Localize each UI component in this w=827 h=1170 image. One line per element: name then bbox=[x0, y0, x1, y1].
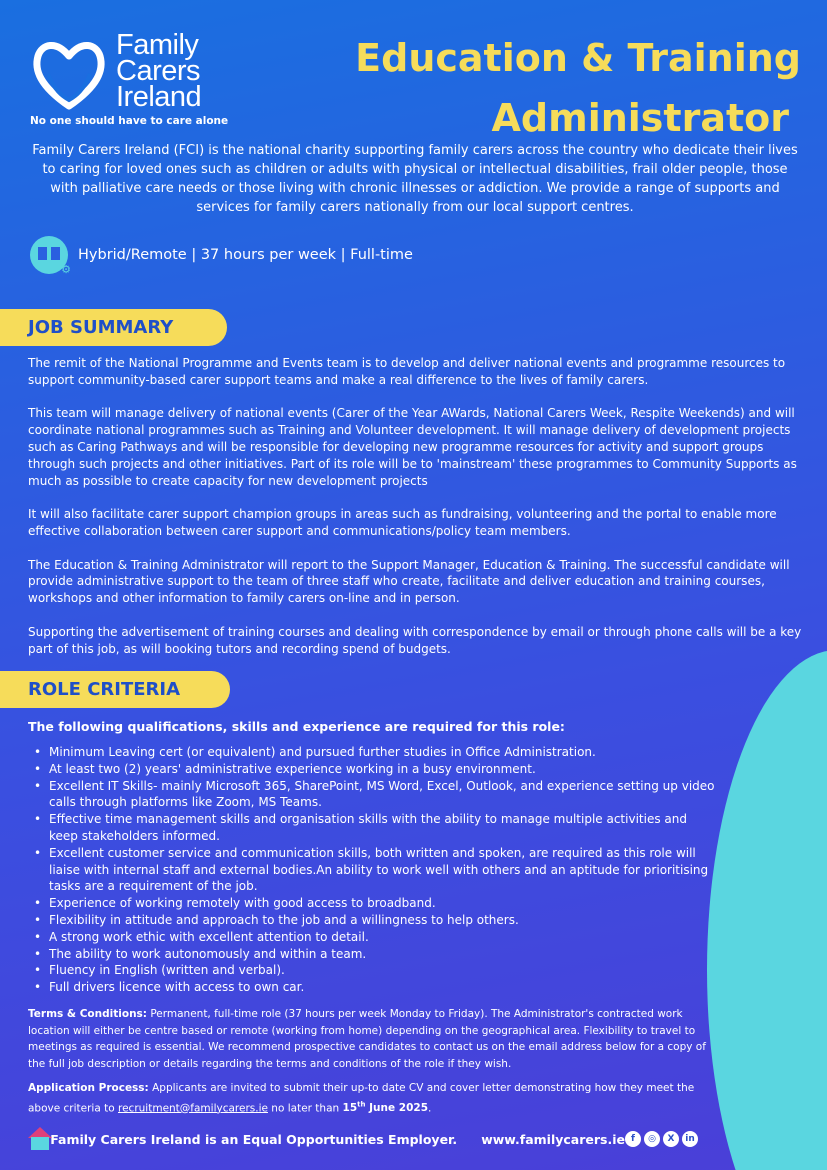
application-text-middle: no later than bbox=[267, 1102, 343, 1114]
intro-paragraph: Family Carers Ireland (FCI) is the national charity supporting family carers across the country who dedicate their lives to caring for loved ones such as children or adults with physical or intellectual disabilities, frail older people, those with palliative care needs or those living with chronic illnesses or addiction. We provide a range of supports and services for family carers nationally from our local support centres. bbox=[32, 143, 798, 215]
facebook-icon[interactable]: f bbox=[625, 1131, 641, 1147]
linkedin-icon[interactable]: in bbox=[682, 1131, 698, 1147]
list-item: • Fluency in English (written and verbal). bbox=[28, 962, 718, 979]
application-end: . bbox=[428, 1102, 432, 1114]
summary-paragraph: The remit of the National Programme and Events team is to develop and deliver national events and programme resources to support community-based carer support teams and make a real difference to the lives of family carers. bbox=[28, 356, 786, 387]
list-item: • At least two (2) years' administrative experience working in a busy environment. bbox=[28, 761, 718, 778]
role-criteria-heading: ROLE CRITERIA bbox=[0, 671, 230, 708]
list-item: • Flexibility in attitude and approach to the job and a willingness to help others. bbox=[28, 912, 718, 929]
application-process bbox=[28, 1080, 728, 1117]
list-item: • The ability to work autonomously and within a team. bbox=[28, 946, 718, 963]
logo bbox=[28, 29, 229, 130]
terms-label: Terms & Conditions: bbox=[28, 1008, 147, 1020]
summary-paragraph: The Education & Training Administrator will report to the Support Manager, Education & Training. The successful candidate will provide administrative support to the team of three staff who create, facilitate and deliver education and training courses, workshops and other information to family carers on-line and in person. bbox=[28, 557, 790, 606]
logo-line-3: Ireland bbox=[116, 81, 202, 113]
title-line-2: Administrator bbox=[491, 96, 789, 140]
logo-tagline: No one should have to care alone bbox=[30, 115, 229, 127]
application-text: Applicants are invited to submit their up-to date CV and cover letter demonstrating how they meet the above criteria to bbox=[28, 1082, 695, 1114]
terms-text: Permanent, full-time role (37 hours per week Monday to Friday). The Administrator's contracted work location will either be centre based or remote (working from home) depending on the geographical area. Flexibility to travel to meetings as required is essential. We recommend prospective candidates to contact us on the email address below for a copy of the full job description or details regarding the terms and conditions of the role if they wish. bbox=[28, 1008, 706, 1070]
equal-opportunities-statement: Family Carers Ireland is an Equal Opportunities Employer. bbox=[50, 1131, 458, 1147]
title-line-1: Education & Training bbox=[355, 36, 801, 80]
list-item: • Excellent IT Skills- mainly Microsoft 365, SharePoint, MS Word, Excel, Outlook, and experience setting up video calls through platforms like Zoom, MS Teams. bbox=[28, 778, 718, 812]
job-summary-body bbox=[28, 355, 806, 674]
work-type bbox=[30, 236, 413, 274]
logo-line-2: Carers bbox=[116, 55, 201, 87]
list-item: • A strong work ethic with excellent attention to detail. bbox=[28, 929, 718, 946]
recruitment-email-link[interactable]: recruitment@familycarers.ie bbox=[118, 1102, 268, 1114]
x-twitter-icon[interactable]: X bbox=[663, 1131, 679, 1147]
deadline-rest: June 2025 bbox=[365, 1102, 428, 1114]
hybrid-work-icon: ⚙ bbox=[30, 236, 68, 274]
summary-paragraph: Supporting the advertisement of training courses and dealing with correspondence by email or through phone calls will be a key part of this job, as will booking tutors and recording spend of budgets. bbox=[28, 624, 802, 656]
heart-hands-icon bbox=[30, 34, 108, 114]
job-summary-heading: JOB SUMMARY bbox=[0, 309, 227, 346]
work-type-text: Hybrid/Remote | 37 hours per week | Full-time bbox=[78, 247, 413, 263]
footer bbox=[28, 1123, 698, 1155]
list-item: • Effective time management skills and organisation skills with the ability to manage multiple activities and keep stakeholders informed. bbox=[28, 811, 718, 845]
logo-line-1: Family bbox=[116, 29, 199, 61]
instagram-icon[interactable]: ◎ bbox=[644, 1131, 660, 1147]
role-criteria-intro: The following qualifications, skills and experience are required for this role: bbox=[28, 719, 565, 734]
house-icon bbox=[28, 1127, 41, 1151]
list-item: • Full drivers licence with access to own car. bbox=[28, 979, 718, 996]
deadline-date bbox=[343, 1102, 428, 1114]
deadline-suffix: th bbox=[357, 1100, 366, 1109]
page-title bbox=[355, 28, 801, 148]
summary-paragraph: This team will manage delivery of national events (Carer of the Year AWards, National Carers Week, Respite Weekends) and will coordinate national programmes such as Training and Volunteer development. It will manage delivery of development projects such as Caring Pathways and will be responsible for developing new programme resources for activity and support groups through such projects and other initiatives. Part of its role will be to 'mainstream' these programmes to Community Supports as much as possible to create capacity for new development projects bbox=[28, 406, 797, 488]
application-label: Application Process: bbox=[28, 1082, 149, 1094]
terms-and-conditions bbox=[28, 1006, 718, 1072]
logo-wordmark bbox=[116, 29, 202, 113]
list-item: • Excellent customer service and communication skills, both written and spoken, are required as this role will liaise with internal staff and external bodies.An ability to work well with others and an aptitude for prioritising tasks are a requirement of the job. bbox=[28, 845, 718, 895]
role-criteria-list bbox=[28, 744, 718, 996]
list-item: • Experience of working remotely with good access to broadband. bbox=[28, 895, 718, 912]
summary-paragraph: It will also facilitate carer support champion groups in areas such as fundraising, volunteering and the portal to enable more effective collaboration between carer support and communications/policy team members. bbox=[28, 507, 777, 538]
list-item: • Minimum Leaving cert (or equivalent) and pursued further studies in Office Administration. bbox=[28, 744, 718, 761]
deadline-day: 15 bbox=[342, 1102, 358, 1114]
social-links bbox=[625, 1131, 698, 1147]
website-link[interactable]: www.familycarers.ie bbox=[481, 1131, 625, 1147]
